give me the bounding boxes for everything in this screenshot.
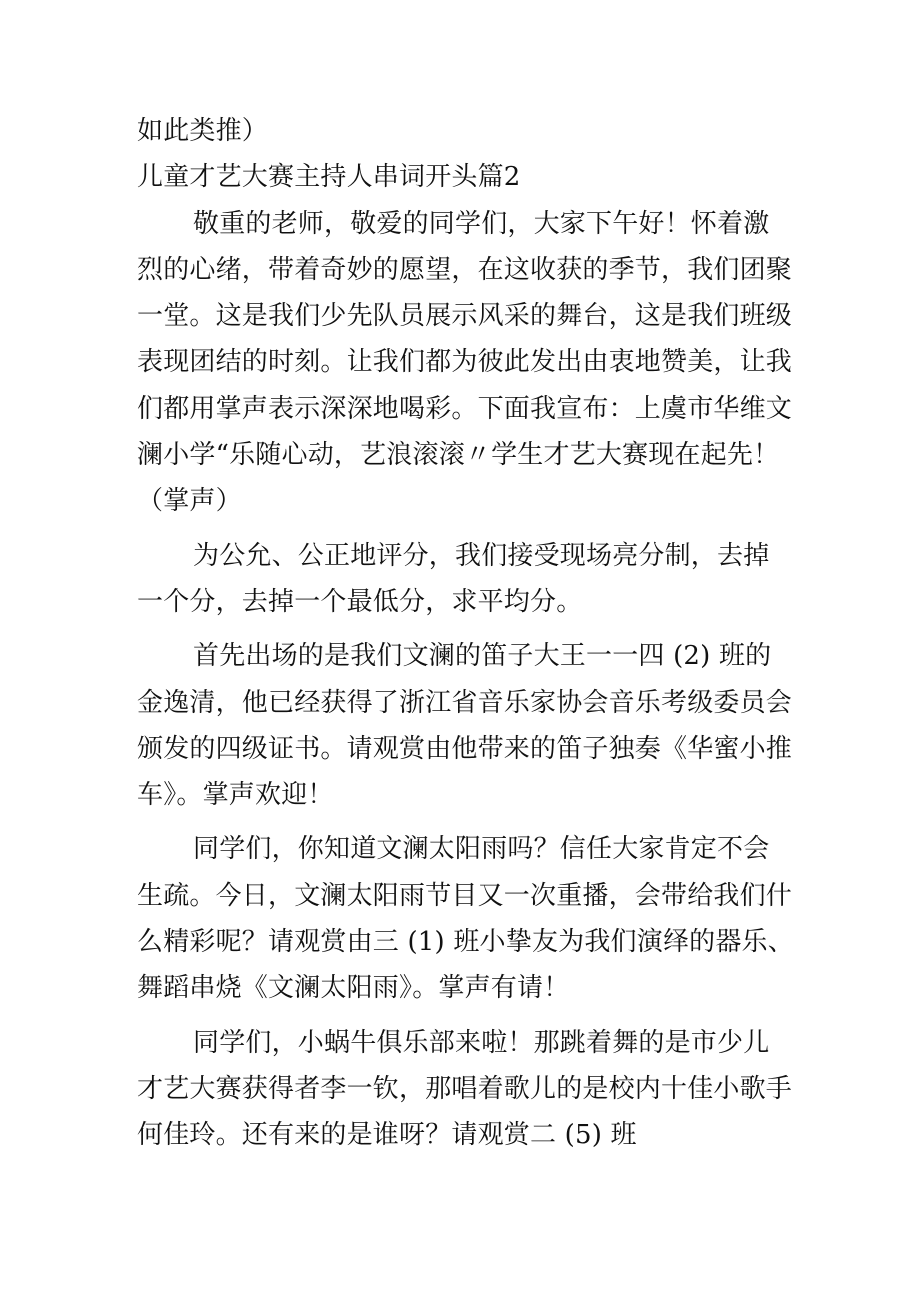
section-heading: 儿童才艺大赛主持人串词开头篇2: [137, 162, 521, 193]
text-line-22: 何佳玲。还有来的是谁呀？请观赏二 (5) 班: [137, 1120, 637, 1151]
text-line-1: 如此类推）: [137, 116, 269, 146]
text-line-16: 同学们，你知道文澜太阳雨吗？信任大家肯定不会: [193, 834, 770, 865]
text-line-12: 首先出场的是我们文澜的笛子大王一一四 (2) 班的: [193, 641, 772, 672]
text-line-3: 敬重的老师，敬爱的同学们，大家下午好！怀着激: [193, 208, 770, 239]
text-line-10: 为公允、公正地评分，我们接受现场亮分制，去掉: [193, 540, 770, 571]
text-line-20: 同学们，小蜗牛俱乐部来啦！那跳着舞的是市少儿: [193, 1027, 770, 1058]
text-line-18: 么精彩呢？请观赏由三 (1) 班小挚友为我们演绎的器乐、: [137, 927, 794, 958]
text-line-6: 表现团结的时刻。让我们都为彼此发出由衷地赞美，让我: [137, 347, 793, 378]
text-line-7: 们都用掌声表示深深地喝彩。下面我宣布：上虞市华维文: [137, 393, 793, 424]
text-line-15: 车》。掌声欢迎！: [137, 780, 334, 811]
document-body: [137, 108, 794, 1159]
text-line-4: 烈的心绪，带着奇妙的愿望，在这收获的季节，我们团聚: [137, 254, 793, 285]
paragraph-gap: [137, 525, 787, 533]
text-line-14: 颁发的四级证书。请观赏由他带来的笛子独奏《华蜜小推: [137, 733, 793, 764]
text-line-13: 金逸清，他已经获得了浙江省音乐家协会音乐考级委员会: [137, 687, 793, 718]
text-line-21: 才艺大赛获得者李一钦，那唱着歌儿的是校内十佳小歌手: [137, 1073, 793, 1104]
text-line-11: 一个分，去掉一个最低分，求平均分。: [137, 586, 583, 617]
text-line-5: 一堂。这是我们少先队员展示风采的舞台，这是我们班级: [137, 301, 793, 332]
text-line-8: 澜小学“乐随心动，艺浪滚滚〃学生才艺大赛现在起先！: [137, 440, 780, 471]
text-line-17: 生疏。今日，文澜太阳雨节目又一次重播，会带给我们什: [137, 880, 793, 911]
paragraph-gap: [137, 1012, 787, 1020]
paragraph-gap: [137, 818, 787, 826]
paragraph-gap: [137, 625, 787, 633]
text-line-9: （掌声）: [137, 486, 242, 517]
text-line-19: 舞蹈串烧《文澜太阳雨》。掌声有请！: [137, 973, 570, 1004]
